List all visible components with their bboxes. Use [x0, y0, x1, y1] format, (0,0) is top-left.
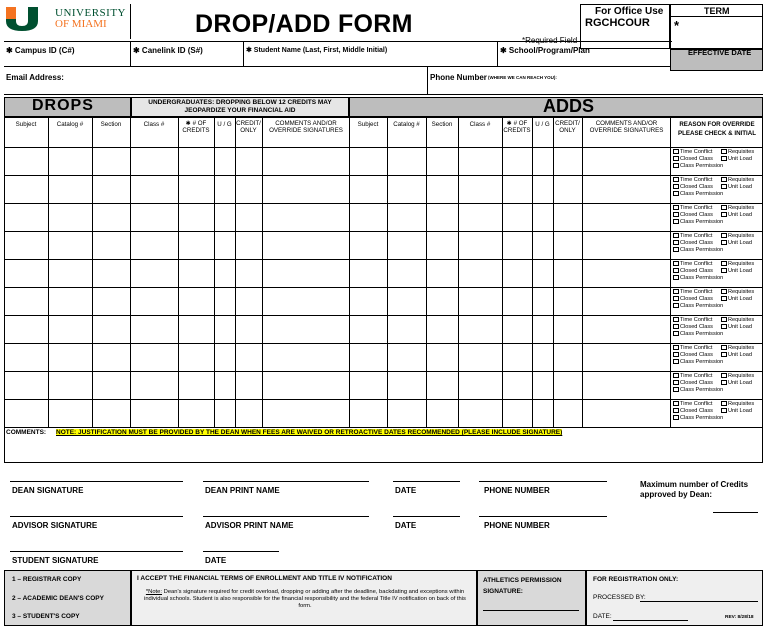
university-name-line2: OF MIAMI — [55, 18, 107, 30]
checkbox-square[interactable] — [721, 380, 727, 385]
requisites-checkbox[interactable] — [721, 177, 754, 184]
col-comments-drops: COMMENTS AND/OR OVERRIDE SIGNATURES — [269, 120, 343, 134]
checkbox-square[interactable] — [673, 380, 679, 385]
closed-class-checkbox[interactable] — [673, 352, 713, 359]
col-credit-only-drops: CREDIT/ ONLY — [236, 120, 261, 134]
checkbox-square[interactable] — [673, 324, 679, 329]
closed-class-checkbox[interactable] — [673, 184, 713, 191]
time-conflict-checkbox[interactable] — [673, 149, 712, 156]
checkbox-label: Unit Load — [728, 156, 752, 162]
closed-class-checkbox[interactable] — [673, 240, 713, 247]
closed-class-checkbox[interactable] — [673, 296, 713, 303]
class-permission-checkbox[interactable] — [673, 219, 723, 226]
checkbox-square[interactable] — [673, 219, 679, 224]
checkbox-square[interactable] — [721, 149, 727, 154]
checkbox-square[interactable] — [721, 205, 727, 210]
time-conflict-checkbox[interactable] — [673, 177, 712, 184]
copy-1: 1 – REGISTRAR COPY — [12, 576, 82, 583]
student-name-label: ✱ Student Name (Last, First, Middle Initial) — [246, 47, 388, 54]
checkbox-label: Class Permission — [680, 275, 724, 281]
checkbox-label: Requisites — [728, 401, 755, 407]
checkbox-square[interactable] — [673, 233, 679, 238]
checkbox-label: Closed Class — [680, 240, 713, 246]
checkbox-label: Requisites — [728, 205, 755, 211]
checkbox-label: Requisites — [728, 149, 755, 155]
requisites-checkbox[interactable] — [721, 373, 754, 380]
checkbox-label: Time Conflict — [680, 373, 713, 379]
checkbox-label: Time Conflict — [680, 289, 713, 295]
student-date-label: DATE — [205, 556, 227, 565]
advisor-signature-line[interactable] — [10, 516, 183, 517]
checkbox-label: Requisites — [728, 289, 755, 295]
checkbox-square[interactable] — [721, 268, 727, 273]
max-credits-label: Maximum number of Credits approved by Dean: — [640, 480, 749, 499]
accept-note-text: Dean's signature required for credit overload, dropping or adding after the deadline, backdating and exceptions within individual schools. Student is also responsible for the financial responsibility and the federal Title IV notification on back of this form. — [144, 589, 466, 609]
adds-title: ADDS — [543, 96, 595, 116]
checkbox-square[interactable] — [673, 387, 679, 392]
time-conflict-checkbox[interactable] — [673, 289, 712, 296]
athletics-signature-line[interactable] — [483, 610, 579, 611]
checkbox-square[interactable] — [673, 205, 679, 210]
advisor-print-line[interactable] — [203, 516, 369, 517]
checkbox-square[interactable] — [721, 261, 727, 266]
closed-class-checkbox[interactable] — [673, 268, 713, 275]
unit-load-checkbox[interactable] — [721, 380, 752, 387]
checkbox-square[interactable] — [673, 408, 679, 413]
checkbox-label: Class Permission — [680, 163, 724, 169]
time-conflict-checkbox[interactable] — [673, 401, 712, 408]
requisites-checkbox[interactable] — [721, 345, 754, 352]
revision-date: REV: 8/28/18 — [725, 615, 754, 620]
checkbox-label: Closed Class — [680, 296, 713, 302]
drops-warning: UNDERGRADUATES: DROPPING BELOW 12 CREDITS MAY JEOPARDIZE YOUR FINANCIAL AID — [148, 99, 332, 114]
school-program-label: ✱ School/Program/Plan — [500, 46, 590, 55]
col-catalog-adds: Catalog # — [393, 121, 420, 128]
advisor-print-label: ADVISOR PRINT NAME — [205, 521, 294, 530]
registration-date-line[interactable] — [613, 620, 688, 621]
processed-by-label: PROCESSED BY: — [593, 594, 646, 601]
col-subject-adds: Subject — [357, 121, 379, 128]
requisites-checkbox[interactable] — [721, 401, 754, 408]
requisites-checkbox[interactable] — [721, 317, 754, 324]
accept-note — [137, 589, 473, 610]
checkbox-label: Class Permission — [680, 359, 724, 365]
checkbox-label: Closed Class — [680, 352, 713, 358]
advisor-signature-label: ADVISOR SIGNATURE — [12, 521, 98, 530]
closed-class-checkbox[interactable] — [673, 156, 713, 163]
university-name-line1: UNIVERSITY — [55, 7, 126, 19]
time-conflict-checkbox[interactable] — [673, 205, 712, 212]
advisor-phone-label: PHONE NUMBER — [484, 521, 550, 530]
unit-load-checkbox[interactable] — [721, 268, 752, 275]
checkbox-label: Closed Class — [680, 184, 713, 190]
checkbox-square[interactable] — [673, 247, 679, 252]
checkbox-square[interactable] — [673, 331, 679, 336]
required-field-note: *Required Field — [522, 36, 578, 45]
closed-class-checkbox[interactable] — [673, 408, 713, 415]
term-required-mark: * — [674, 18, 680, 33]
unit-load-checkbox[interactable] — [721, 156, 752, 163]
closed-class-checkbox[interactable] — [673, 380, 713, 387]
class-permission-checkbox[interactable] — [673, 303, 723, 310]
checkbox-label: Unit Load — [728, 324, 752, 330]
checkbox-label: Time Conflict — [680, 345, 713, 351]
checkbox-label: Class Permission — [680, 191, 724, 197]
max-credits-line[interactable] — [713, 512, 758, 513]
closed-class-checkbox[interactable] — [673, 212, 713, 219]
col-catalog-drops: Catalog # — [56, 121, 84, 128]
requisites-checkbox[interactable] — [721, 205, 754, 212]
checkbox-square[interactable] — [673, 373, 679, 378]
col-credit-only-adds: CREDIT/ ONLY — [555, 120, 580, 134]
effective-date-label: EFFECTIVE DATE — [688, 48, 752, 57]
col-credits-drops: ✱ # OF CREDITS — [182, 120, 210, 134]
requisites-checkbox[interactable] — [721, 233, 754, 240]
class-permission-checkbox[interactable] — [673, 275, 723, 282]
email-label: Email Address: — [6, 73, 64, 82]
checkbox-square[interactable] — [673, 296, 679, 301]
term-label: TERM — [704, 6, 730, 16]
unit-load-checkbox[interactable] — [721, 212, 752, 219]
checkbox-label: Requisites — [728, 373, 755, 379]
checkbox-square[interactable] — [721, 317, 727, 322]
checkbox-square[interactable] — [673, 359, 679, 364]
processed-by-line[interactable] — [640, 601, 758, 602]
checkbox-label: Unit Load — [728, 408, 752, 414]
athletics-label: ATHLETICS PERMISSION SIGNATURE: — [483, 577, 562, 595]
class-permission-checkbox[interactable] — [673, 331, 723, 338]
checkbox-label: Class Permission — [680, 303, 724, 309]
checkbox-square[interactable] — [721, 345, 727, 350]
requisites-checkbox[interactable] — [721, 289, 754, 296]
checkbox-square[interactable] — [721, 289, 727, 294]
checkbox-square[interactable] — [721, 352, 727, 357]
checkbox-label: Closed Class — [680, 156, 713, 162]
time-conflict-checkbox[interactable] — [673, 317, 712, 324]
phone-label: Phone Number — [430, 73, 487, 82]
class-permission-checkbox[interactable] — [673, 387, 723, 394]
checkbox-square[interactable] — [673, 156, 679, 161]
checkbox-square[interactable] — [673, 401, 679, 406]
checkbox-square[interactable] — [721, 156, 727, 161]
dean-phone-line[interactable] — [479, 481, 607, 482]
advisor-phone-line[interactable] — [479, 516, 607, 517]
time-conflict-checkbox[interactable] — [673, 233, 712, 240]
checkbox-label: Unit Load — [728, 296, 752, 302]
checkbox-square[interactable] — [721, 324, 727, 329]
class-permission-checkbox[interactable] — [673, 415, 723, 422]
advisor-date-line[interactable] — [393, 516, 460, 517]
checkbox-label: Unit Load — [728, 212, 752, 218]
checkbox-label: Closed Class — [680, 212, 713, 218]
requisites-checkbox[interactable] — [721, 261, 754, 268]
time-conflict-checkbox[interactable] — [673, 345, 712, 352]
col-ug-adds: U / G — [535, 121, 550, 128]
accept-title: I ACCEPT THE FINANCIAL TERMS OF ENROLLMENT AND TITLE IV NOTIFICATION — [137, 575, 392, 582]
class-permission-checkbox[interactable] — [673, 163, 723, 170]
checkbox-square[interactable] — [721, 184, 727, 189]
comments-note: NOTE: JUSTIFICATION MUST BE PROVIDED BY THE DEAN WHEN FEES ARE WAIVED OR RETROACTIVE DATES RECOMMENDED (PLEASE INCLUDE SIGNATURE) — [56, 429, 563, 436]
col-class-adds: Class # — [469, 121, 491, 128]
checkbox-label: Requisites — [728, 233, 755, 239]
copy-3: 3 – STUDENT'S COPY — [12, 613, 80, 620]
student-signature-line[interactable] — [10, 551, 183, 552]
unit-load-checkbox[interactable] — [721, 296, 752, 303]
unit-load-checkbox[interactable] — [721, 324, 752, 331]
col-section-drops: Section — [100, 121, 122, 128]
drops-title: DROPS — [32, 97, 94, 114]
checkbox-label: Requisites — [728, 345, 755, 351]
form-title: DROP/ADD FORM — [195, 10, 413, 38]
checkbox-square[interactable] — [721, 373, 727, 378]
checkbox-label: Class Permission — [680, 415, 724, 421]
checkbox-label: Closed Class — [680, 380, 713, 386]
checkbox-label: Closed Class — [680, 268, 713, 274]
time-conflict-checkbox[interactable] — [673, 261, 712, 268]
checkbox-label: Unit Load — [728, 380, 752, 386]
checkbox-square[interactable] — [673, 317, 679, 322]
dean-phone-label: PHONE NUMBER — [484, 486, 550, 495]
checkbox-label: Unit Load — [728, 268, 752, 274]
registration-title: FOR REGISTRATION ONLY: — [593, 576, 679, 583]
col-ug-drops: U / G — [217, 121, 232, 128]
checkbox-square[interactable] — [721, 296, 727, 301]
checkbox-square[interactable] — [721, 212, 727, 217]
checkbox-label: Time Conflict — [680, 317, 713, 323]
checkbox-label: Time Conflict — [680, 401, 713, 407]
checkbox-label: Time Conflict — [680, 261, 713, 267]
checkbox-square[interactable] — [721, 177, 727, 182]
checkbox-label: Class Permission — [680, 219, 724, 225]
checkbox-square[interactable] — [721, 233, 727, 238]
checkbox-square[interactable] — [673, 352, 679, 357]
dean-signature-line[interactable] — [10, 481, 183, 482]
unit-load-checkbox[interactable] — [721, 408, 752, 415]
copy-2: 2 – ACADEMIC DEAN'S COPY — [12, 595, 104, 602]
checkbox-label: Unit Load — [728, 240, 752, 246]
checkbox-label: Closed Class — [680, 324, 713, 330]
registration-date-label: DATE: — [593, 613, 612, 620]
checkbox-square[interactable] — [721, 401, 727, 406]
checkbox-square[interactable] — [673, 163, 679, 168]
checkbox-label: Time Conflict — [680, 177, 713, 183]
checkbox-square[interactable] — [673, 191, 679, 196]
comments-label: COMMENTS: — [6, 429, 47, 436]
checkbox-square[interactable] — [721, 408, 727, 413]
dean-signature-label: DEAN SIGNATURE — [12, 486, 84, 495]
checkbox-label: Time Conflict — [680, 205, 713, 211]
office-use-heading: For Office Use — [595, 6, 664, 17]
checkbox-square[interactable] — [673, 275, 679, 280]
checkbox-square[interactable] — [673, 177, 679, 182]
office-code: RGCHCOUR — [585, 17, 650, 29]
checkbox-label: Unit Load — [728, 184, 752, 190]
class-permission-checkbox[interactable] — [673, 247, 723, 254]
student-signature-label: STUDENT SIGNATURE — [12, 556, 99, 565]
checkbox-label: Class Permission — [680, 387, 724, 393]
col-section-adds: Section — [431, 121, 453, 128]
unit-load-checkbox[interactable] — [721, 352, 752, 359]
checkbox-square[interactable] — [673, 303, 679, 308]
checkbox-label: Time Conflict — [680, 233, 713, 239]
requisites-checkbox[interactable] — [721, 149, 754, 156]
checkbox-square[interactable] — [673, 289, 679, 294]
dean-print-line[interactable] — [203, 481, 369, 482]
col-reason: REASON FOR OVERRIDE PLEASE CHECK & INITIAL — [677, 121, 757, 137]
student-date-line[interactable] — [203, 551, 279, 552]
checkbox-label: Class Permission — [680, 331, 724, 337]
checkbox-square[interactable] — [673, 415, 679, 420]
checkbox-square[interactable] — [673, 184, 679, 189]
unit-load-checkbox[interactable] — [721, 184, 752, 191]
checkbox-square[interactable] — [673, 240, 679, 245]
checkbox-square[interactable] — [721, 240, 727, 245]
checkbox-square[interactable] — [673, 261, 679, 266]
dean-print-label: DEAN PRINT NAME — [205, 486, 280, 495]
checkbox-square[interactable] — [673, 212, 679, 217]
checkbox-label: Requisites — [728, 177, 755, 183]
campus-id-label: ✱ Campus ID (C#) — [6, 46, 75, 55]
dean-date-label: DATE — [395, 486, 417, 495]
checkbox-label: Closed Class — [680, 408, 713, 414]
canelink-id-label: ✱ Canelink ID (S#) — [133, 46, 203, 55]
time-conflict-checkbox[interactable] — [673, 373, 712, 380]
col-subject-drops: Subject — [15, 121, 37, 128]
advisor-date-label: DATE — [395, 521, 417, 530]
checkbox-label: Time Conflict — [680, 149, 713, 155]
checkbox-square[interactable] — [673, 268, 679, 273]
closed-class-checkbox[interactable] — [673, 324, 713, 331]
checkbox-square[interactable] — [673, 149, 679, 154]
checkbox-label: Class Permission — [680, 247, 724, 253]
accept-note-label: *Note: — [145, 589, 163, 595]
unit-load-checkbox[interactable] — [721, 240, 752, 247]
checkbox-square[interactable] — [673, 345, 679, 350]
dean-date-line[interactable] — [393, 481, 460, 482]
class-permission-checkbox[interactable] — [673, 359, 723, 366]
col-class-drops: Class # — [143, 121, 165, 128]
checkbox-label: Unit Load — [728, 352, 752, 358]
class-permission-checkbox[interactable] — [673, 191, 723, 198]
col-credits-adds: ✱ # OF CREDITS — [503, 120, 531, 134]
checkbox-label: Requisites — [728, 317, 755, 323]
phone-note: (WHERE WE CAN REACH YOU): — [488, 75, 557, 80]
col-comments-adds: COMMENTS AND/OR OVERRIDE SIGNATURES — [589, 120, 664, 134]
checkbox-label: Requisites — [728, 261, 755, 267]
